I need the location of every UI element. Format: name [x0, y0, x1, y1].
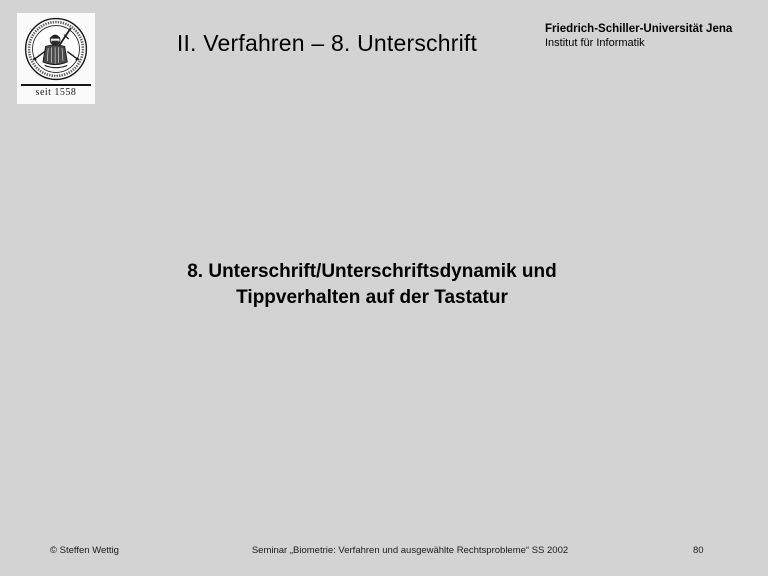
logo-caption: seit 1558 [35, 87, 77, 98]
footer-page-number: 80 [693, 545, 704, 556]
institute-name: Institut für Informatik [545, 37, 645, 49]
logo-divider [21, 84, 91, 86]
footer-author: © Steffen Wettig [50, 545, 119, 556]
section-heading-line2: Tippverhalten auf der Tastatur [236, 287, 508, 308]
university-name: Friedrich-Schiller-Universität Jena [545, 23, 733, 35]
university-logo [17, 13, 95, 104]
footer-seminar-title: Seminar „Biometrie: Verfahren und ausgewählte Rechtsprobleme“ SS 2002 [251, 545, 569, 556]
section-heading [0, 259, 744, 311]
slide-title: II. Verfahren – 8. Unterschrift [176, 30, 478, 56]
university-seal-icon [23, 15, 89, 83]
section-heading-line1: 8. Unterschrift/Unterschriftsdynamik und [187, 261, 557, 282]
org-block [545, 22, 732, 50]
